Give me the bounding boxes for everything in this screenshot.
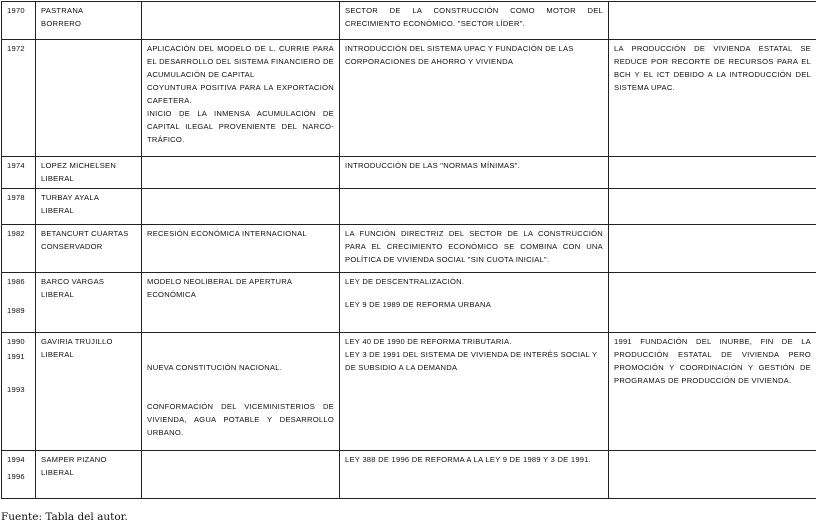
year-cell: 1974: [2, 157, 36, 189]
president-cell: SAMPER PIZANO LIBERAL: [36, 451, 142, 499]
year-cell: 1994 1996: [2, 451, 36, 499]
year-cell: 1982: [2, 225, 36, 273]
president-cell: TURBAY AYALA LIBERAL: [36, 189, 142, 225]
housing-policy-cell: LA FUNCIÓN DIRECTRIZ DEL SECTOR DE LA CONSTRUCCIÓN PARA EL CRECIMIENTO ECONÓMICO SE COMBINA CON UNA POLÍTICA DE VIVIENDA SOCIAL "SIN CUOTA INICIAL".: [340, 225, 609, 273]
economic-context-cell: [142, 157, 340, 189]
state-production-cell: LA PRODUCCIÓN DE VIVIENDA ESTATAL SE REDUCE POR RECORTE DE RECURSOS PARA EL BCH Y EL ICT DEBIDO A LA INTRODUCCIÓN DEL SISTEMA UPAC.: [609, 40, 816, 157]
president-cell: [36, 40, 142, 157]
housing-policy-cell: [340, 189, 609, 225]
housing-policy-cell: LEY DE DESCENTRALIZACIÓN. LEY 9 DE 1989 DE REFORMA URBANA: [340, 273, 609, 333]
president-cell: LOPEZ MICHELSEN LIBERAL: [36, 157, 142, 189]
state-production-cell: [609, 451, 816, 499]
table-row: [2, 451, 816, 499]
economic-context-cell: [142, 189, 340, 225]
housing-policy-cell: INTRODUCCIÓN DE LAS "NORMAS MÍNIMAS".: [340, 157, 609, 189]
state-production-cell: [609, 273, 816, 333]
year-cell: 1970: [2, 2, 36, 40]
table-row: [2, 40, 816, 157]
economic-context-cell: RECESIÓN ECONÓMICA INTERNACIONAL: [142, 225, 340, 273]
table-row: [2, 225, 816, 273]
housing-policy-cell: LEY 388 DE 1996 DE REFORMA A LA LEY 9 DE 1989 Y 3 DE 1991.: [340, 451, 609, 499]
policy-table: [1, 1, 816, 499]
year-cell: 1986 1989: [2, 273, 36, 333]
state-production-cell: [609, 189, 816, 225]
table-row: [2, 189, 816, 225]
economic-context-cell: MODELO NEOLIBERAL DE APERTURA ECONÓMICA: [142, 273, 340, 333]
economic-context-cell: NUEVA CONSTITUCIÓN NACIONAL. CONFORMACIÓN DEL VICEMINISTERIOS DE VIVIENDA, AGUA POTABLE Y DESARROLLO URBANO.: [142, 333, 340, 451]
source-caption: Fuente: Tabla del autor.: [1, 511, 128, 523]
state-production-cell: [609, 2, 816, 40]
year-cell: 1990 1991 1993: [2, 333, 36, 451]
housing-policy-cell: SECTOR DE LA CONSTRUCCIÓN COMO MOTOR DEL CRECIMIENTO ECONÓMICO. "SECTOR LÍDER".: [340, 2, 609, 40]
economic-context-cell: [142, 451, 340, 499]
state-production-cell: [609, 157, 816, 189]
housing-policy-cell: INTRODUCCIÓN DEL SISTEMA UPAC Y FUNDACIÓN DE LAS CORPORACIONES DE AHORRO Y VIVIENDA: [340, 40, 609, 157]
president-cell: GAVIRIA TRUJILLO LIBERAL: [36, 333, 142, 451]
table-row: [2, 333, 816, 451]
economic-context-cell: APLICACIÓN DEL MODELO DE L. CURRIE PARA EL DESARROLLO DEL SISTEMA FINANCIERO DE ACUMULACIÓN DE CAPITAL COYUNTURA POSITIVA PARA LA EXPORTACIÓN CAFETERA. INICIO DE LA INMENSA ACUMULACIÓN DE CAPITAL ILEGAL PROVENIENTE DEL NARCO-TRÁFICO.: [142, 40, 340, 157]
year-cell: 1972: [2, 40, 36, 157]
table-row: [2, 157, 816, 189]
year-cell: 1978: [2, 189, 36, 225]
economic-context-cell: [142, 2, 340, 40]
president-cell: BETANCURT CUARTAS CONSERVADOR: [36, 225, 142, 273]
housing-policy-cell: LEY 40 DE 1990 DE REFORMA TRIBUTARIA. LEY 3 DE 1991 DEL SISTEMA DE VIVIENDA DE INTERÉS SOCIAL Y DE SUBSIDIO A LA DEMANDA: [340, 333, 609, 451]
table-row: [2, 2, 816, 40]
state-production-cell: 1991 FUNDACIÓN DEL INURBE, FIN DE LA PRODUCCIÓN ESTATAL DE VIVIENDA PERO PROMOCIÓN Y COORDINACIÓN Y GESTIÓN DE PROGRAMAS DE PRODUCCIÓN DE VIVIENDA.: [609, 333, 816, 451]
state-production-cell: [609, 225, 816, 273]
president-cell: BARCO VARGAS LIBERAL: [36, 273, 142, 333]
table-row: [2, 273, 816, 333]
president-cell: PASTRANA BORRERO: [36, 2, 142, 40]
